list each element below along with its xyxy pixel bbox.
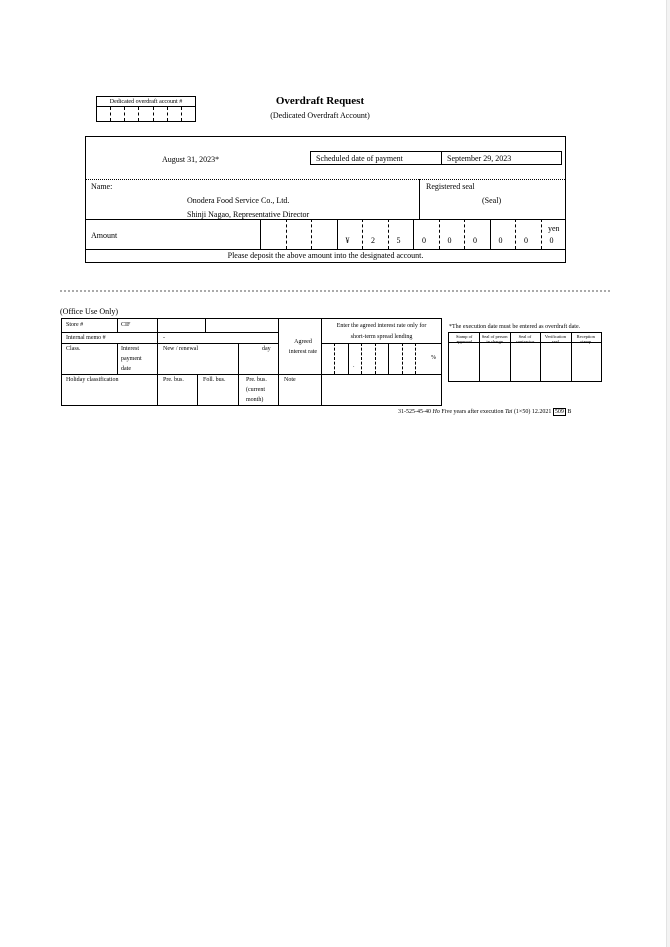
amount-digit: 5 bbox=[396, 236, 401, 245]
new-renewal-label: New / renewal bbox=[163, 346, 198, 352]
scheduled-payment-box bbox=[310, 151, 562, 165]
account-digit-cell bbox=[139, 107, 153, 121]
col-line bbox=[117, 319, 118, 332]
rate-line bbox=[322, 343, 441, 344]
digit-separator bbox=[337, 219, 338, 249]
office-use-table bbox=[61, 318, 322, 406]
class-label: Class. bbox=[66, 346, 81, 352]
spread-rate-box bbox=[321, 318, 442, 406]
stamp-label: Verification seal bbox=[544, 334, 566, 344]
ho-mark: Ho bbox=[432, 409, 440, 415]
form-box-number: 509 bbox=[554, 409, 564, 415]
account-digit-cell bbox=[182, 107, 195, 121]
pre-bus-current-1: Pre. bus. bbox=[246, 377, 267, 383]
account-number-label: Dedicated overdraft account # bbox=[97, 97, 195, 107]
cif-label: CIF bbox=[121, 322, 131, 328]
col-line bbox=[238, 374, 239, 406]
stamp-separator bbox=[571, 333, 572, 381]
spread-note-2: short-term spread lending bbox=[350, 334, 413, 340]
col-line bbox=[278, 319, 279, 406]
store-label: Store # bbox=[66, 322, 84, 328]
col-line bbox=[197, 374, 198, 406]
amount-label-divider bbox=[260, 219, 261, 249]
account-digit-cell bbox=[125, 107, 139, 121]
amount-label: Amount bbox=[91, 231, 118, 240]
digit-separator bbox=[490, 219, 491, 249]
amount-digit: ¥ bbox=[345, 236, 350, 245]
amount-digit: 0 bbox=[524, 236, 528, 245]
amount-digit: 0 bbox=[447, 236, 452, 245]
scheduled-label: Scheduled date of payment bbox=[316, 154, 403, 163]
scheduled-divider bbox=[441, 152, 442, 164]
rate-cell-separator bbox=[415, 343, 416, 374]
internal-memo-label: Internal memo # bbox=[66, 335, 106, 341]
foll-bus-label: Foll. bus. bbox=[203, 377, 226, 383]
col-line bbox=[205, 319, 206, 332]
percent-sign: % bbox=[431, 355, 436, 361]
digit-separator bbox=[388, 219, 389, 249]
amount-digit: 0 bbox=[473, 236, 477, 245]
agreed-rate-2: interest rate bbox=[288, 349, 318, 355]
pre-bus-current-2: (current bbox=[246, 387, 265, 393]
digit-separator bbox=[464, 219, 465, 249]
day-label: day bbox=[262, 346, 271, 352]
rate-cell-separator bbox=[334, 343, 335, 374]
stamp-table bbox=[448, 332, 602, 382]
digit-separator bbox=[515, 219, 516, 249]
stamp-separator bbox=[510, 333, 511, 381]
digit-separator bbox=[286, 219, 287, 249]
stamp-label: Reception stamp bbox=[576, 334, 595, 344]
form-code bbox=[398, 409, 571, 415]
digit-separator bbox=[541, 219, 542, 249]
rate-cell-separator bbox=[375, 343, 376, 374]
rate-cell-separator bbox=[361, 343, 362, 374]
col-line bbox=[157, 319, 158, 406]
account-digit-cell bbox=[154, 107, 168, 121]
interest-payment-3: date bbox=[121, 366, 131, 372]
document-title: Overdraft Request bbox=[275, 95, 365, 107]
holiday-label: Holiday classification bbox=[66, 377, 119, 383]
memo-dash: - bbox=[163, 335, 165, 341]
amount-digit: 0 bbox=[498, 236, 503, 245]
row-line bbox=[62, 374, 321, 375]
row-line bbox=[62, 343, 278, 344]
rate-cell-separator bbox=[388, 343, 389, 374]
document-subtitle: (Dedicated Overdraft Account) bbox=[270, 111, 370, 120]
stamp-label: Seal of person in charge bbox=[481, 334, 508, 344]
request-form bbox=[85, 136, 566, 263]
deposit-line bbox=[86, 249, 565, 250]
seal-mark: (Seal) bbox=[482, 196, 502, 205]
stamp-separator bbox=[540, 333, 541, 381]
stamp-header-line bbox=[449, 342, 601, 343]
amount-digit: 0 bbox=[422, 236, 426, 245]
row-line bbox=[62, 332, 278, 333]
interest-payment-1: Interest bbox=[121, 346, 139, 352]
print-info: (1×50) 12.2021 bbox=[513, 409, 552, 415]
execution-note: *The execution date must be entered as overdraft date. bbox=[449, 324, 581, 330]
note-label: Note bbox=[284, 377, 296, 383]
digit-separator bbox=[439, 219, 440, 249]
form-suffix: B bbox=[567, 409, 572, 415]
account-digit-cell bbox=[97, 107, 111, 121]
amount-top-line bbox=[86, 219, 565, 220]
pre-bus-current-3: month) bbox=[246, 397, 264, 403]
tai-mark: Tai bbox=[504, 409, 513, 415]
deposit-note: Please deposit the above amount into the designated account. bbox=[227, 251, 424, 260]
representative-name: Shinji Nagao, Representative Director bbox=[187, 210, 310, 219]
rate-cell-separator bbox=[348, 343, 349, 374]
name-separator bbox=[86, 179, 565, 180]
interest-payment-2: payment bbox=[121, 356, 142, 362]
decimal-point: . bbox=[353, 363, 355, 369]
amount-digit: 0 bbox=[549, 236, 554, 245]
company-name: Onodera Food Service Co., Ltd. bbox=[187, 196, 290, 205]
stamp-separator bbox=[479, 333, 480, 381]
digit-separator bbox=[362, 219, 363, 249]
pre-bus-label: Pre. bus. bbox=[163, 377, 184, 383]
yen-label: yen bbox=[548, 224, 560, 233]
rate-line bbox=[322, 374, 441, 375]
agreed-rate-1: Agreed bbox=[294, 339, 312, 345]
spread-note-1: Enter the agreed interest rate only for bbox=[336, 323, 427, 329]
page-edge bbox=[666, 0, 670, 947]
retention-note: Five years after execution bbox=[441, 409, 504, 415]
scheduled-value: September 29, 2023 bbox=[447, 154, 512, 163]
stamp-label: Stamp of approval bbox=[456, 334, 473, 344]
seal-divider bbox=[419, 179, 420, 219]
account-number-box bbox=[96, 96, 196, 122]
col-line bbox=[117, 343, 118, 374]
account-digit-cell bbox=[168, 107, 182, 121]
name-label: Name: bbox=[91, 182, 113, 191]
code-number: 31-525-45-40 bbox=[398, 409, 431, 415]
request-date: August 31, 2023* bbox=[162, 155, 220, 164]
account-number-cells bbox=[97, 107, 195, 121]
col-line bbox=[238, 343, 239, 374]
stamp-label: Seal of contractor bbox=[515, 334, 535, 344]
office-use-title: (Office Use Only) bbox=[60, 307, 119, 316]
account-digit-cell bbox=[111, 107, 125, 121]
amount-digit: 2 bbox=[371, 236, 375, 245]
registered-seal-label: Registered seal bbox=[426, 182, 475, 191]
digit-separator bbox=[311, 219, 312, 249]
rate-cell-separator bbox=[402, 343, 403, 374]
digit-separator bbox=[413, 219, 414, 249]
cut-line bbox=[60, 290, 610, 292]
